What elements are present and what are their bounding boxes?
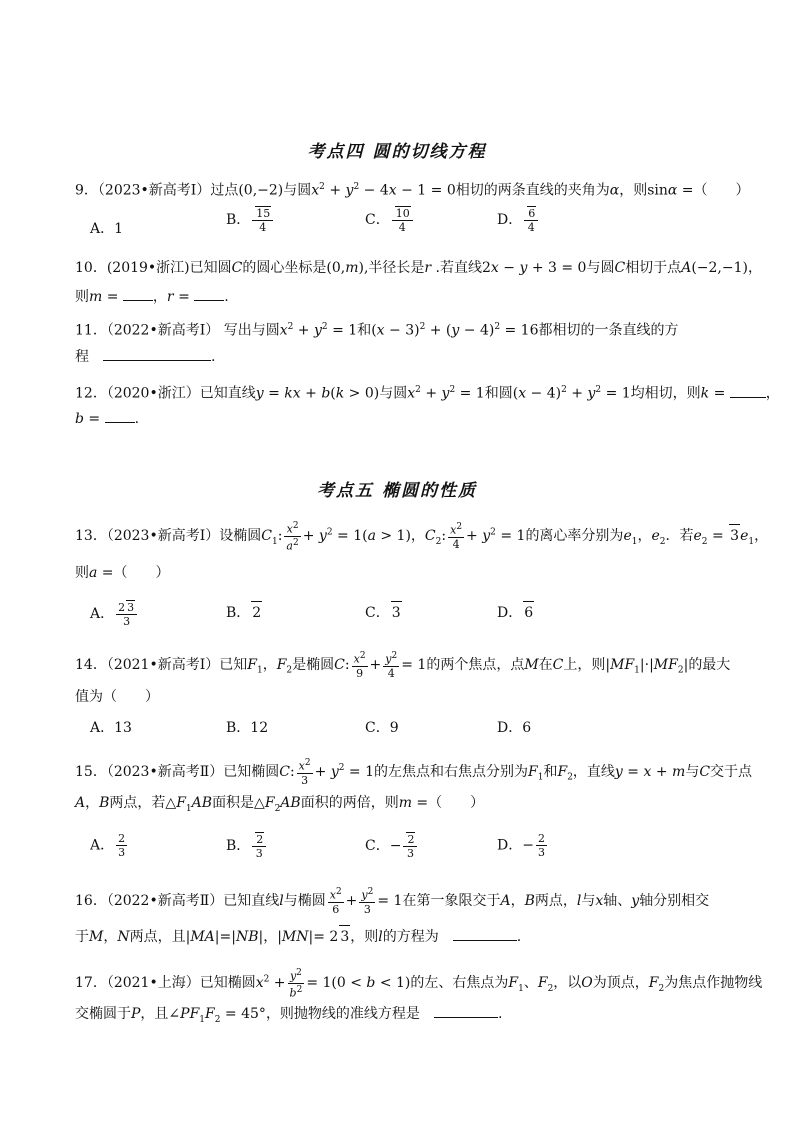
question-10-line2: 则m = ，r = .: [75, 286, 229, 308]
q13-option-a[interactable]: A． $\frac{2 3}{3}$: [90, 600, 139, 628]
q14-option-c[interactable]: C．9: [365, 720, 399, 736]
question-13: 13．（2023•新高考Ⅰ）设椭圆$C_1$: $\frac{x^2}{a^2}$ + $y^2 = 1(a > 1)$，$C_2$: $\frac{x^2}{4}$ + $y^2 = 1$的离心率分别为$e_1$，$e_2$．若$e_2 = 3e_1$，: [75, 521, 769, 553]
question-9: 9．（2023•新高考Ⅰ）过点(0,−2)与圆$x^2 + y^2 - 4x - 1 = 0$相切的两条直线的夹角为α，则sinα =（ ）: [75, 182, 750, 199]
section-title-4: 考点四 圆的切线方程: [307, 142, 487, 162]
q15-option-a[interactable]: A． $\frac{2}{3}$: [90, 832, 126, 859]
q9-option-d[interactable]: D． $\frac{6}{4}$: [497, 206, 540, 234]
question-11-line2: 程 .: [75, 346, 215, 368]
q15-option-c[interactable]: C．− $\frac{2}{3}$: [365, 832, 419, 860]
question-11: 11．（2022•新高考Ⅰ） 写出与圆$x^2 + y^2 = 1$和$(x - 3)^2 + (y - 4)^2 = 16$都相切的一条直线的方: [75, 322, 679, 339]
question-17: 17．（2021•上海）已知椭圆$x^2$ + $\frac{y^2}{b^2}$ = 1(0 < b < 1)的左、右焦点为$F_1$、$F_2$，以O为顶点，$F_2$为焦点作抛物线: [75, 968, 763, 1000]
question-12-line2: b = .: [75, 408, 139, 430]
q14-option-a[interactable]: A．13: [90, 720, 132, 736]
q13-option-b[interactable]: B． 2: [226, 601, 262, 624]
question-16: 16．（2022•新高考Ⅱ）已知直线l与椭圆 $\frac{x^2}{6}$ + $\frac{y^2}{3}$ = 1在第一象限交于A，B两点，l与x轴、y轴分别相交: [75, 887, 710, 916]
q14-option-d[interactable]: D．6: [497, 720, 532, 736]
q13-option-d[interactable]: D． 6: [497, 601, 534, 624]
question-14: 14．（2021•新高考Ⅰ）已知$F_1$，$F_2$是椭圆C: $\frac{x^2}{9}$ + $\frac{y^2}{4}$ = 1的两个焦点，点M在C上，则$|MF_1|\cdot|MF_2|$的最大: [75, 651, 731, 680]
q13-option-c[interactable]: C． 3: [365, 601, 402, 624]
question-15-line2: A，B两点，若$\triangle F_1AB$面积是$\triangle F_2AB$面积的两倍，则m =（ ）: [75, 795, 485, 814]
answer-blank[interactable]: [730, 383, 766, 398]
q9-option-c[interactable]: C． $\frac{10}{4}$: [365, 206, 415, 234]
answer-blank[interactable]: [103, 346, 211, 361]
question-15: 15．（2023•新高考Ⅱ）已知椭圆C: $\frac{x^2}{3}$ + $y^2 = 1$的左焦点和右焦点分别为$F_1$和$F_2$，直线y = x + m与C交于点: [75, 758, 753, 787]
question-14-line2: 值为（ ）: [75, 689, 159, 705]
question-10: 10．(2019•浙江)已知圆C的圆心坐标是(0,m),半径长是r .若直线2x − y + 3 = 0与圆C相切于点A(−2,−1)，: [75, 260, 762, 276]
question-16-line2: 于M，N两点，且|MA|=|NB|，|MN|= 2 3，则l的方程为 .: [75, 925, 521, 948]
question-17-line2: 交椭圆于P，且$\angle PF_1F_2 = 45^\circ$，则抛物线的准线方程是 .: [75, 1003, 502, 1031]
q14-option-b[interactable]: B．12: [226, 720, 269, 736]
q9-option-a[interactable]: A．1: [90, 221, 124, 237]
question-13-line2: 则a =（ ）: [75, 565, 170, 581]
answer-blank[interactable]: [105, 408, 135, 423]
q15-option-d[interactable]: D．− $\frac{2}{3}$: [497, 832, 545, 859]
answer-blank[interactable]: [453, 926, 517, 941]
question-12: 12．（2020•浙江）已知直线y = kx + b(k > 0)与圆$x^2 + y^2 = 1$和圆$(x - 4)^2 + y^2 = 1$均相切，则k = ，: [75, 379, 780, 405]
q15-option-b[interactable]: B． $\frac{2}{3}$: [226, 832, 268, 860]
answer-blank[interactable]: [194, 286, 224, 301]
answer-blank[interactable]: [123, 286, 153, 301]
section-title-5: 考点五 椭圆的性质: [317, 481, 477, 501]
answer-blank[interactable]: [434, 1003, 498, 1018]
q9-option-b[interactable]: B． $\frac{15}{4}$: [226, 206, 275, 234]
